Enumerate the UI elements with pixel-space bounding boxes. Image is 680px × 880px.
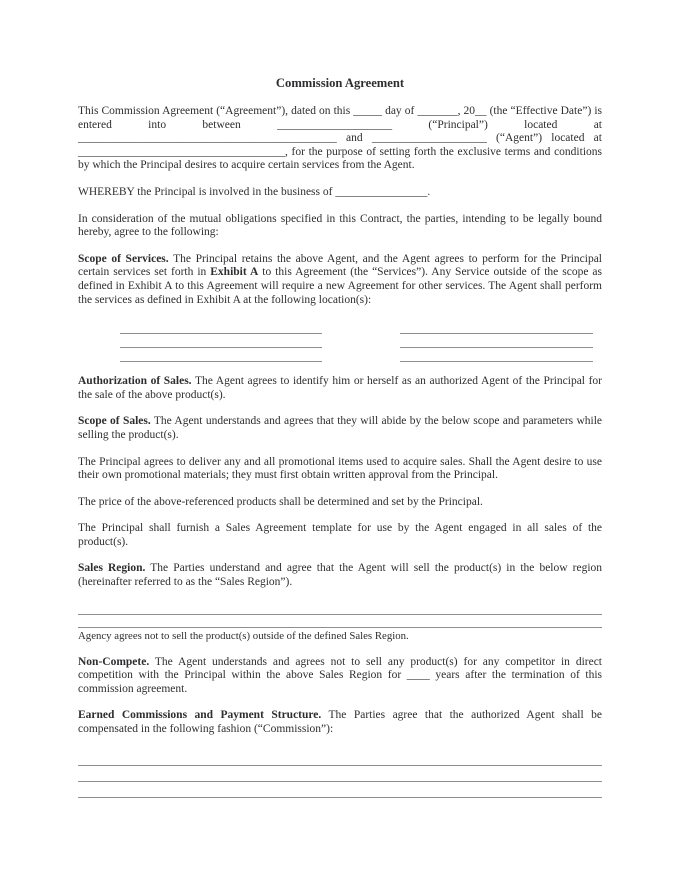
paragraph-scope-of-services bbox=[78, 253, 602, 307]
pricing-text: The price of the above-referenced products shall be determined and set by the Principal. bbox=[78, 495, 483, 508]
paragraph-whereby-text: WHEREBY the Principal is involved in the business of ________________. bbox=[78, 185, 431, 198]
paragraph-intro bbox=[78, 105, 602, 173]
exhibit-a-reference: Exhibit A bbox=[210, 266, 259, 279]
paragraph-sales-agreement-template bbox=[78, 522, 602, 549]
sales-region-note: Agency agrees not to sell the product(s) outside of the defined Sales Region. bbox=[78, 629, 409, 642]
service-locations-column-left bbox=[120, 320, 322, 362]
section-heading-authorization-of-sales: Authorization of Sales. bbox=[78, 375, 192, 388]
sales-agreement-template-text: The Principal shall furnish a Sales Agreement template for use by the Agent engaged in all sales of the product(s). bbox=[78, 522, 602, 548]
section-heading-earned-commissions: Earned Commissions and Payment Structure. bbox=[78, 709, 322, 722]
fill-in-line bbox=[78, 782, 602, 798]
section-heading-non-compete: Non-Compete. bbox=[78, 655, 150, 668]
fill-in-line bbox=[400, 334, 593, 348]
promotional-items-text: The Principal agrees to deliver any and all promotional items used to acquire sales. Shall the Agent desire to use their own promotional materials; they must first obtain written approval from the Principal. bbox=[78, 455, 602, 482]
fill-in-line bbox=[78, 750, 602, 766]
paragraph-consideration bbox=[78, 213, 602, 240]
service-locations-fill-in-block bbox=[120, 320, 602, 362]
non-compete-text: The Agent understands and agrees not to sell any product(s) for any competitor in direct competition with the Principal within the above Sales Region for ____ years after the termination of this commission agreement. bbox=[78, 655, 602, 695]
paragraph-earned-commissions bbox=[78, 709, 602, 736]
section-heading-sales-region: Sales Region. bbox=[78, 562, 146, 575]
paragraph-promotional-items bbox=[78, 456, 602, 483]
fill-in-line bbox=[400, 320, 593, 334]
paragraph-scope-of-sales bbox=[78, 415, 602, 442]
paragraph-sales-region bbox=[78, 562, 602, 589]
section-heading-scope-of-sales: Scope of Sales. bbox=[78, 415, 151, 428]
commission-structure-fill-in-block bbox=[78, 750, 602, 798]
scope-of-sales-text: The Agent understands and agrees that they will abide by the below scope and parameters while selling the product(s). bbox=[78, 415, 602, 441]
document-title: Commission Agreement bbox=[275, 76, 405, 90]
fill-in-line bbox=[120, 334, 322, 348]
paragraph-consideration-text: In consideration of the mutual obligations specified in this Contract, the parties, intending to be legally bound hereby, agree to the following: bbox=[78, 212, 602, 239]
paragraph-intro-text: This Commission Agreement (“Agreement”), dated on this _____ day of _______, 20__ (the “Effective Date”) is entered into between ____________________ (“Principal”) located at _____________________________________________ and ____________________ (“Agent”) located at ____________________________________, for the purpose of setting forth the exclusive terms and conditions by which the Principal desires to acquire certain services from the Agent. bbox=[78, 105, 602, 172]
scope-of-services-text-1: The Principal retains the above Agent, and the Agent agrees to perform for the Principal certain services set forth in bbox=[78, 252, 602, 279]
fill-in-line bbox=[78, 615, 602, 628]
fill-in-line bbox=[78, 603, 602, 616]
service-locations-column-right bbox=[400, 320, 593, 362]
fill-in-line bbox=[120, 348, 322, 362]
scope-of-services-text-2: to this Agreement (the “Services”). Any Service outside of the scope as defined in Exhibit A to this Agreement will require a new Agreement for other services. The Agent shall perform the services as defined in Exhibit A at the following location(s): bbox=[78, 266, 602, 306]
sales-region-fill-in-block bbox=[78, 603, 602, 628]
sales-region-text: The Parties understand and agree that the Agent will sell the product(s) in the below region (hereinafter referred to as the “Sales Region”). bbox=[78, 562, 603, 589]
paragraph-whereby bbox=[78, 186, 602, 200]
fill-in-line bbox=[400, 348, 593, 362]
paragraph-authorization-of-sales bbox=[78, 375, 602, 402]
fill-in-line bbox=[120, 320, 322, 334]
earned-commissions-text: The Parties agree that the authorized Agent shall be compensated in the following fashion (“Commission”): bbox=[78, 709, 602, 736]
authorization-of-sales-text: The Agent agrees to identify him or herself as an authorized Agent of the Principal for the sale of the above product(s). bbox=[78, 375, 602, 401]
paragraph-non-compete bbox=[78, 656, 602, 697]
fill-in-line bbox=[78, 766, 602, 782]
section-heading-scope-of-services: Scope of Services. bbox=[78, 252, 169, 265]
paragraph-pricing bbox=[78, 496, 602, 510]
